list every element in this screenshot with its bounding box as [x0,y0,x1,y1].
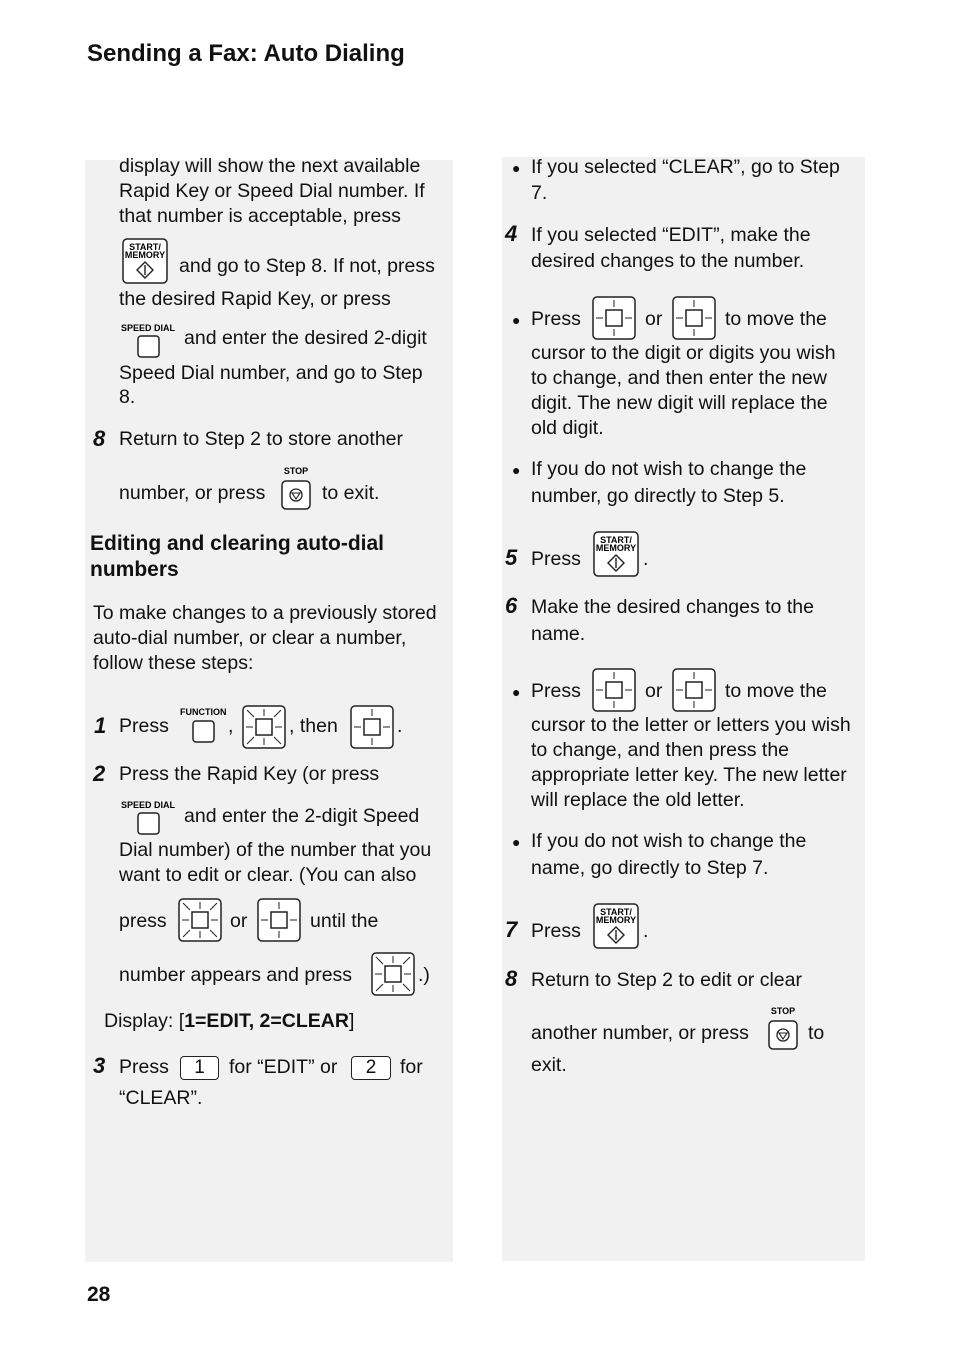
body-text: exit. [531,1054,567,1076]
body-text: , [228,715,234,737]
right-arrow-key-icon [672,668,716,712]
body-text: and enter the desired 2-digit [184,327,427,349]
body-text: Return to Step 2 to edit or clear [531,969,802,991]
enter-key-icon [371,952,415,996]
body-text: appropriate letter key. The new letter [531,764,847,786]
body-text: cursor to the digit or digits you wish [531,342,836,364]
body-text: Press [531,920,581,942]
intro-text: auto-dial number, or clear a number, [93,627,407,649]
intro-text: follow these steps: [93,652,254,674]
left-arrow-key-icon [242,705,286,749]
body-text: or [645,680,663,702]
start-memory-label: MEMORY [595,543,637,553]
body-text: to exit. [322,482,380,504]
step-number: 4 [505,221,518,246]
step-number: 6 [505,593,518,618]
body-text: Press [119,1056,169,1078]
right-arrow-key-icon [257,898,301,942]
bullet-icon: ● [512,834,521,850]
step-number: 8 [93,426,106,451]
function-label: FUNCTION [180,707,227,717]
body-text: . [643,920,649,942]
body-text: for “EDIT” or [229,1056,338,1078]
section-heading: numbers [90,558,179,581]
start-memory-key-icon [122,238,168,284]
display-line [104,1009,354,1034]
step-number: 1 [94,713,107,738]
body-text: to change, and then enter the new [531,367,827,389]
body-text: Press [531,308,581,330]
body-text: number appears and press [119,964,353,986]
body-text: press [119,910,167,932]
bullet-icon: ● [512,312,521,328]
body-text: If you selected “EDIT”, make the [531,224,811,246]
page-number: 28 [87,1283,111,1306]
stop-key-icon [767,1004,801,1052]
body-text: desired changes to the number. [531,250,805,272]
body-text: Press [531,548,581,570]
body-text: number, or press [119,482,266,504]
body-text: to change, and then press the [531,739,790,761]
section-heading: Editing and clearing auto-dial [90,532,385,555]
step-number: 8 [505,966,518,991]
body-text: name, go directly to Step 7. [531,857,769,879]
intro-text: To make changes to a previously stored [93,602,437,624]
body-text: until the [310,910,379,932]
body-text: want to edit or clear. (You can also [119,864,417,886]
body-text: Press [531,680,581,702]
body-text: that number is acceptable, press [119,205,401,227]
bullet-icon: ● [512,684,521,700]
start-memory-key-icon [593,903,639,949]
left-arrow-key-icon [592,668,636,712]
left-arrow-key-icon [592,296,636,340]
body-text: another number, or press [531,1022,749,1044]
digit-key-1: 1 [180,1056,219,1080]
body-text: display will show the next available [119,155,421,177]
speed-dial-key-icon [121,322,177,360]
body-text: Press [119,715,169,737]
body-text: to [808,1022,825,1044]
page-title: Sending a Fax: Auto Dialing [87,40,405,67]
body-text: Return to Step 2 to store another [119,428,404,450]
body-text: . [397,715,403,737]
body-text: Rapid Key or Speed Dial number. If [119,180,425,202]
body-text: to move the [725,680,827,702]
body-text: the desired Rapid Key, or press [119,288,391,310]
step-number: 7 [505,917,518,942]
body-text: . [643,548,649,570]
body-text: If you do not wish to change the [531,458,807,480]
display-prefix: Display: [ [104,1010,185,1032]
function-key-icon [179,705,229,745]
right-arrow-key-icon [350,705,394,749]
display-value: 1=EDIT, 2=CLEAR [184,1010,349,1032]
body-text: Make the desired changes to the [531,596,814,618]
stop-key-icon [280,464,314,512]
start-memory-label: START/ [600,907,632,917]
stop-label: STOP [770,1006,796,1016]
body-text: Press the Rapid Key (or press [119,763,380,785]
body-text: for [400,1056,423,1078]
step-number: 3 [93,1053,106,1078]
body-text: Dial number) of the number that you [119,839,432,861]
speed-dial-key-icon [121,799,177,837]
digit-key-2: 2 [351,1056,391,1080]
body-text: digit. The new digit will replace the [531,392,828,414]
body-text: “CLEAR”. [119,1087,203,1109]
body-text: old digit. [531,417,604,439]
body-text: , then [289,715,338,737]
body-text: cursor to the letter or letters you wish [531,714,851,736]
body-text: Speed Dial number, and go to Step [119,362,423,384]
body-text: to move the [725,308,827,330]
body-text: number, go directly to Step 5. [531,485,785,507]
body-text: will replace the old letter. [531,789,745,811]
speed-dial-label: SPEED DIAL [121,800,176,810]
display-suffix: ] [348,1010,355,1032]
body-text: If you selected “CLEAR”, go to Step [531,156,840,178]
start-memory-label: START/ [129,242,161,252]
bullet-icon: ● [512,462,521,478]
body-text: If you do not wish to change the [531,830,807,852]
bullet-icon: ● [512,160,521,176]
body-text: 7. [531,182,548,204]
body-text: and go to Step 8. If not, press [179,255,435,277]
start-memory-label: MEMORY [124,250,166,260]
body-text: or [645,308,663,330]
body-text: or [230,910,248,932]
body-text: and enter the 2-digit Speed [184,805,420,827]
start-memory-label: START/ [600,535,632,545]
stop-label: STOP [283,466,309,476]
left-arrow-key-icon [178,898,222,942]
body-text: name. [531,623,586,645]
body-text: .) [418,964,430,986]
right-arrow-key-icon [672,296,716,340]
body-text: 8. [119,386,136,408]
start-memory-key-icon [593,531,639,577]
start-memory-label: MEMORY [595,915,637,925]
step-number: 2 [93,761,106,786]
speed-dial-label: SPEED DIAL [121,323,176,333]
step-number: 5 [505,545,518,570]
